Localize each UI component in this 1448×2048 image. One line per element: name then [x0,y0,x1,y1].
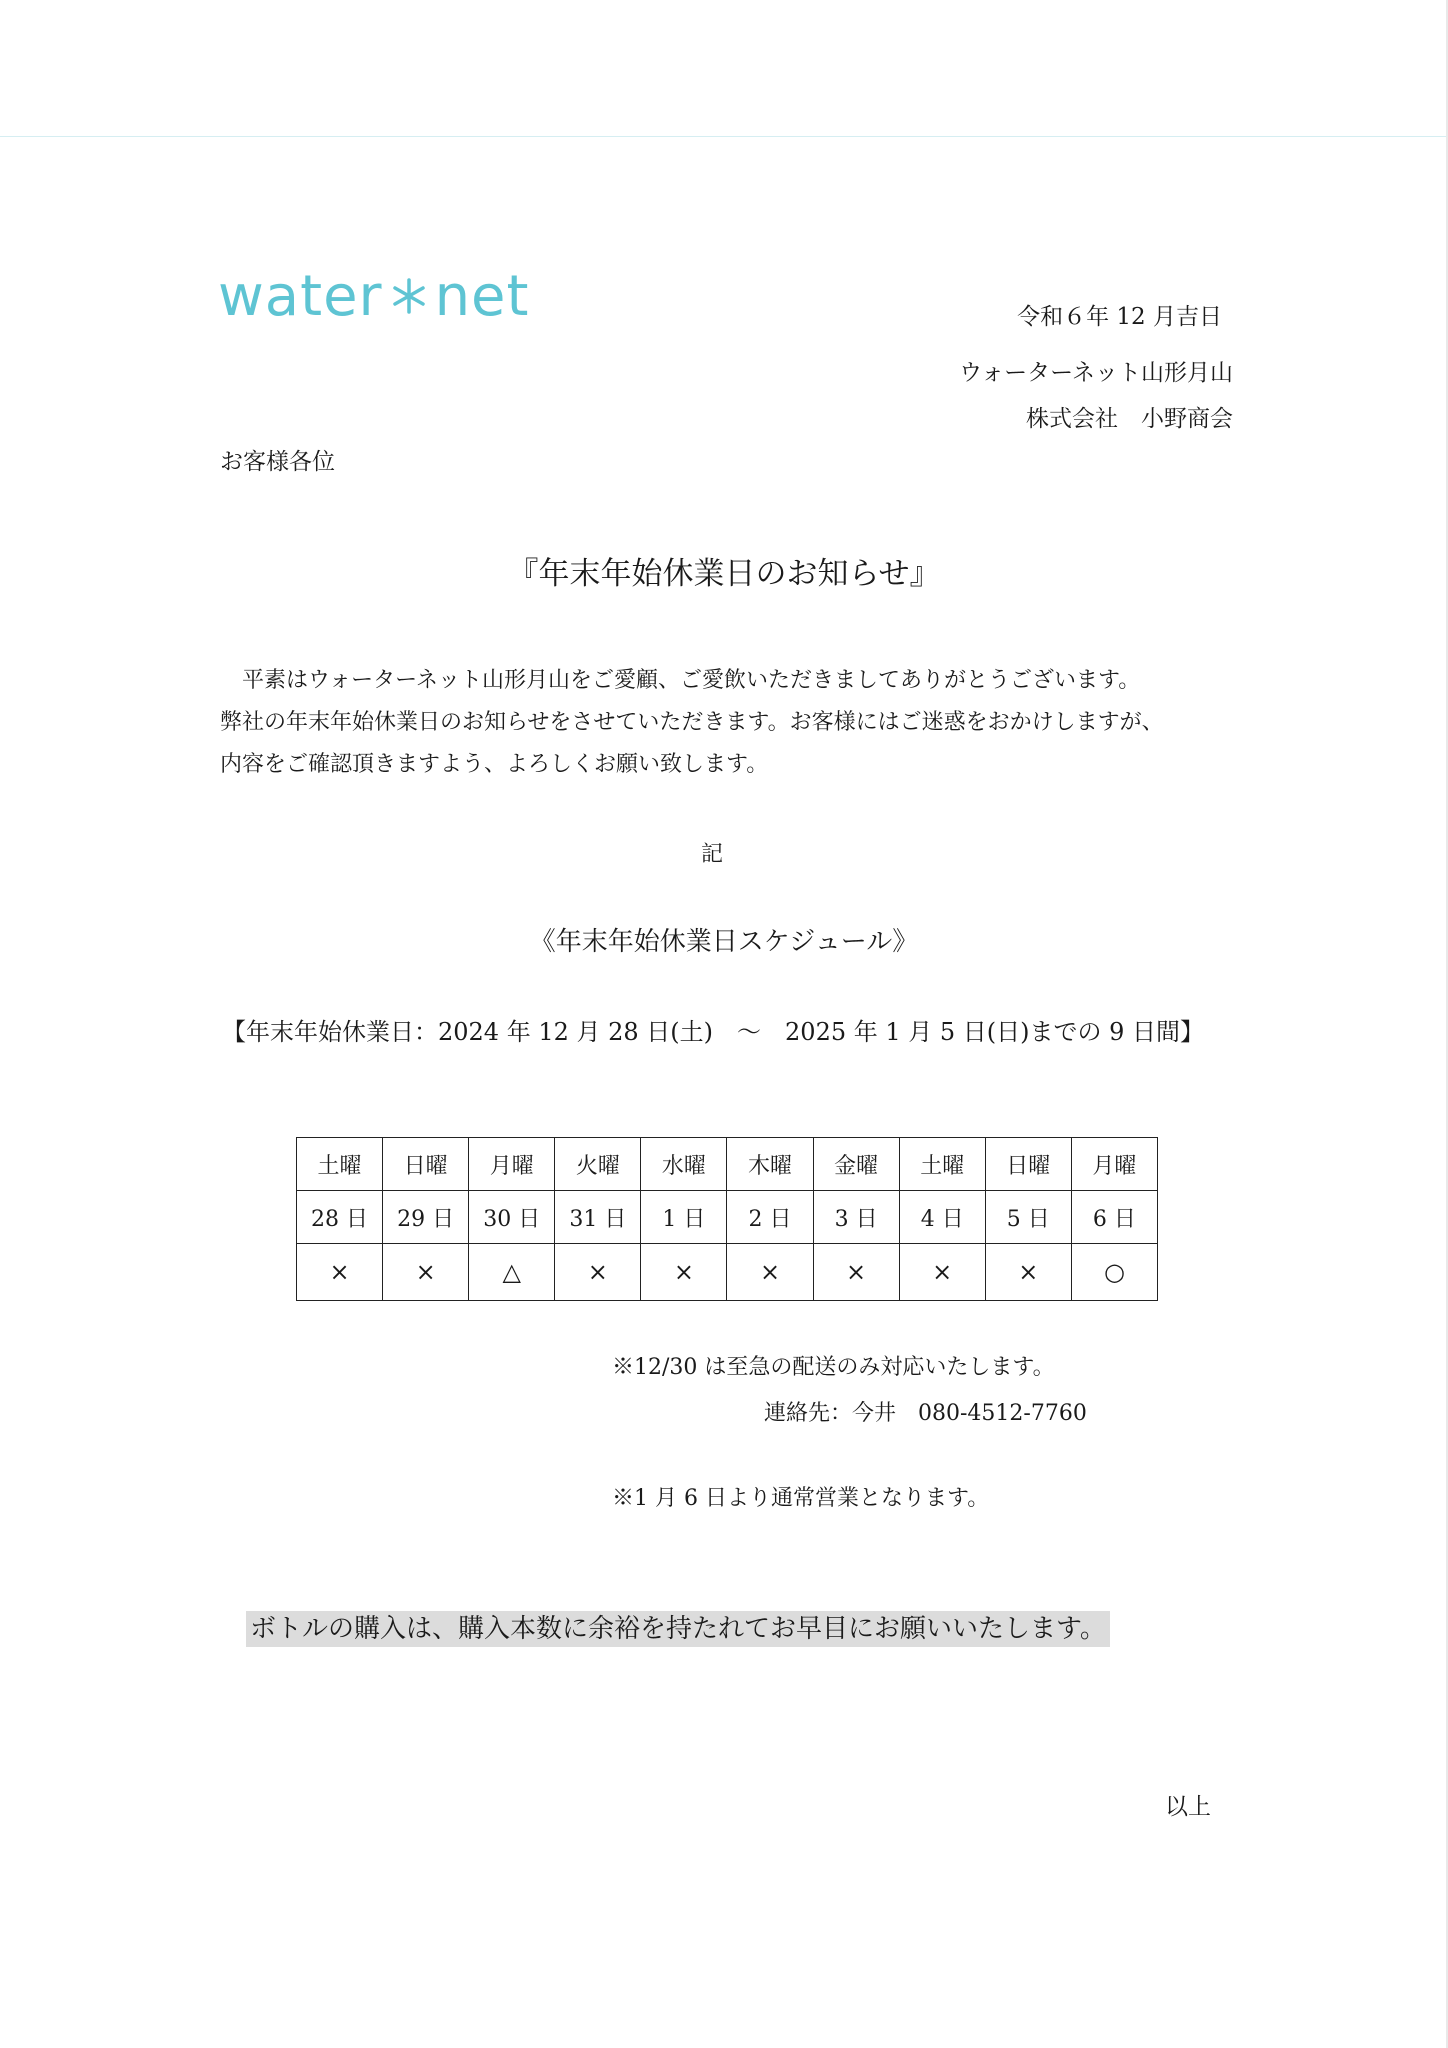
date-cell: 5 日 [985,1191,1071,1244]
date-row [297,1191,1158,1244]
weekday-cell: 月曜 [1071,1138,1157,1191]
asterisk-icon [389,276,429,316]
status-cell: △ [469,1244,555,1301]
weekday-cell: 金曜 [813,1138,899,1191]
schedule-title: 《年末年始休業日スケジュール》 [529,927,919,957]
weekday-cell: 火曜 [555,1138,641,1191]
recipient: お客様各位 [220,449,335,475]
closing-mark: 以上 [1165,1794,1211,1820]
issue-date: 令和６年 12 月吉日 [1017,304,1222,330]
status-cell: × [985,1244,1071,1301]
sender-store: ウォーターネット山形月山 [959,360,1233,386]
bottle-purchase-notice: ボトルの購入は、購入本数に余裕を持たれてお早目にお願いいたします。 [246,1611,1110,1647]
date-cell: 28 日 [297,1191,383,1244]
weekday-cell: 水曜 [641,1138,727,1191]
weekday-cell: 日曜 [383,1138,469,1191]
body-line-1: 平素はウォーターネット山形月山をご愛顧、ご愛飲いただきましてありがとうございます。 [242,668,1141,693]
status-cell: × [297,1244,383,1301]
page-top-rule [0,136,1448,137]
status-cell: ○ [1071,1244,1157,1301]
holiday-table [296,1137,1158,1301]
date-cell: 1 日 [641,1191,727,1244]
sender-company: 株式会社 小野商会 [1026,406,1233,432]
weekday-cell: 月曜 [469,1138,555,1191]
status-cell: × [813,1244,899,1301]
status-cell: × [899,1244,985,1301]
contact-info: 連絡先：今井 080-4512-7760 [764,1401,1087,1426]
notice-title: 『年末年始休業日のお知らせ』 [507,556,941,592]
body-line-2: 弊社の年末年始休業日のお知らせをさせていただきます。お客様にはご迷惑をおかけしますが、 [220,710,1164,735]
weekday-cell: 土曜 [297,1138,383,1191]
date-cell: 6 日 [1071,1191,1157,1244]
logo [218,264,529,328]
logo-text-right: net [434,263,530,329]
date-cell: 29 日 [383,1191,469,1244]
weekday-cell: 日曜 [985,1138,1071,1191]
date-cell: 31 日 [555,1191,641,1244]
weekday-cell: 土曜 [899,1138,985,1191]
notice-body [220,660,1240,786]
date-cell: 2 日 [727,1191,813,1244]
status-cell: × [727,1244,813,1301]
status-row [297,1244,1158,1301]
urgent-delivery-note: ※12/30 は至急の配送のみ対応いたします。 [612,1355,1055,1380]
date-cell: 4 日 [899,1191,985,1244]
holiday-period: 【年末年始休業日：2024 年 12 月 28 日(土) ～ 2025 年 1 月 5 日(日)までの 9 日間】 [222,1018,1205,1046]
date-cell: 3 日 [813,1191,899,1244]
resume-note: ※1 月 6 日より通常営業となります。 [612,1486,990,1511]
body-line-3: 内容をご確認頂きますよう、よろしくお願い致します。 [220,752,769,777]
ki-marker: 記 [700,842,723,867]
weekday-cell: 木曜 [727,1138,813,1191]
weekday-row [297,1138,1158,1191]
logo-text-left: water [218,263,383,329]
status-cell: × [641,1244,727,1301]
status-cell: × [383,1244,469,1301]
status-cell: × [555,1244,641,1301]
date-cell: 30 日 [469,1191,555,1244]
